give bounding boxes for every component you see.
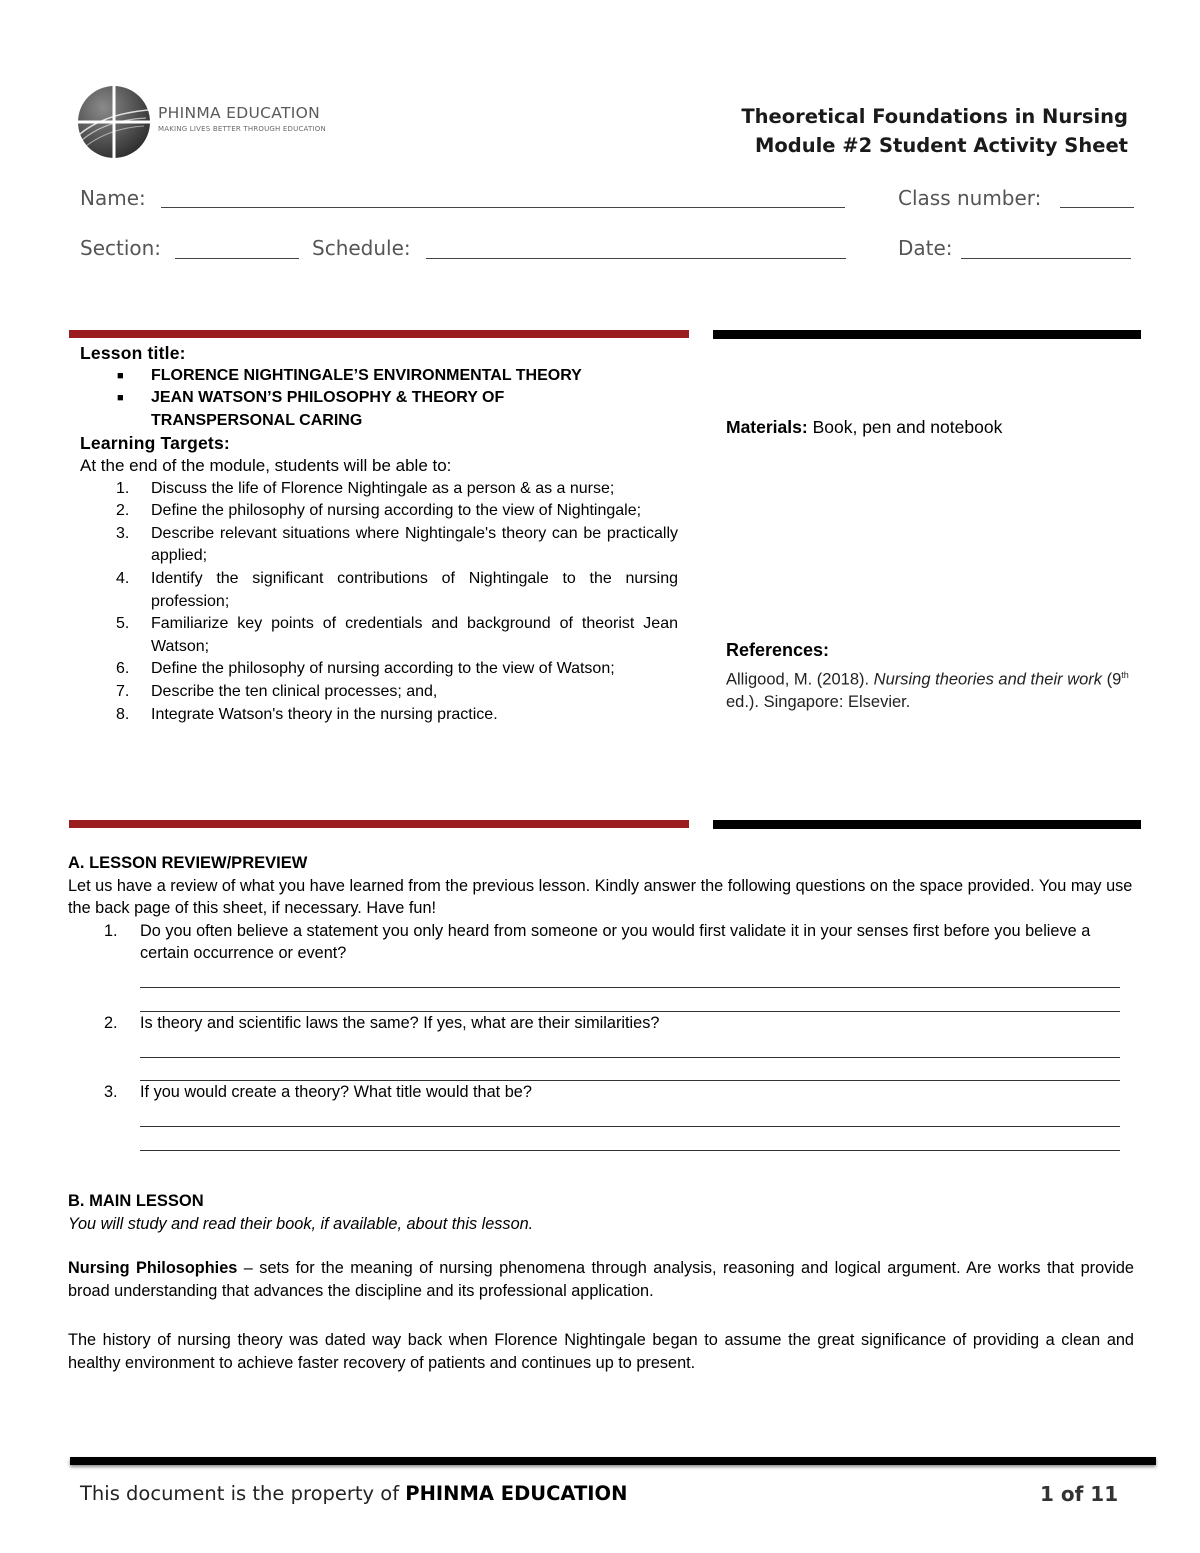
answer-line[interactable] — [140, 988, 1120, 1012]
list-item: 6. Define the philosophy of nursing according to the view of Watson; — [116, 660, 615, 678]
schedule-field[interactable] — [426, 258, 846, 259]
materials-value: Book, pen and notebook — [812, 417, 1003, 437]
date-label: Date: — [898, 236, 953, 260]
logo-tagline: MAKING LIVES BETTER THROUGH EDUCATION — [158, 125, 326, 133]
list-item: 3. Describe relevant situations where Nightingale's theory can be practically applied; — [116, 524, 678, 565]
materials-label: Materials: — [726, 417, 808, 437]
list-item: 5. Familiarize key points of credentials and background of theorist Jean Watson; — [116, 615, 678, 655]
bullet-icon: ■ — [117, 392, 124, 405]
learning-targets-intro: At the end of the module, students will be able to: — [80, 455, 452, 475]
answer-line[interactable] — [140, 1058, 1120, 1082]
section-b-instruction: You will study and read their book, if available, about this lesson. — [68, 1214, 534, 1233]
reference-entry: Alligood, M. (2018). Nursing theories and their work (9th ed.). Singapore: Elsevier. — [726, 670, 1129, 712]
section-b-heading: B. MAIN LESSON — [68, 1192, 204, 1210]
list-item: 1. Discuss the life of Florence Nightingale as a person & as a nurse; — [116, 479, 615, 497]
materials-top-bar — [713, 330, 1141, 339]
references-heading: References: — [726, 640, 830, 660]
learning-targets-heading: Learning Targets: — [80, 433, 230, 454]
question-item: 3. If you would create a theory? What title would that be? — [104, 1083, 532, 1101]
list-item: 2. Define the philosophy of nursing according to the view of Nightingale; — [116, 502, 642, 520]
main-lesson-section — [68, 1190, 1134, 1374]
class-number-label: Class number: — [898, 186, 1042, 210]
answer-line[interactable] — [140, 1104, 1120, 1128]
course-title: Theoretical Foundations in Nursing — [741, 105, 1128, 128]
name-label: Name: — [80, 186, 146, 210]
answer-line[interactable] — [140, 1034, 1120, 1058]
history-paragraph: The history of nursing theory was dated way back when Florence Nightingale began to assume the great significance of providing a clean and healthy environment to achieve faster recovery of patients and continues up to present. — [68, 1331, 1134, 1372]
footer-owner: PHINMA EDUCATION — [405, 1482, 628, 1505]
lesson-title-item: ■ FLORENCE NIGHTINGALE’S ENVIRONMENTAL THEORY — [80, 365, 611, 388]
logo-globe-icon — [74, 84, 154, 160]
page-number: 1 of 11 — [1040, 1482, 1119, 1506]
section-field[interactable] — [175, 258, 299, 259]
term-nursing-philosophies: Nursing Philosophies — [68, 1259, 238, 1277]
materials-bottom-bar — [713, 820, 1141, 829]
materials — [726, 417, 1002, 438]
list-item: 8. Integrate Watson's theory in the nursing practice. — [116, 705, 498, 723]
bullet-icon: ■ — [117, 369, 124, 382]
class-number-field[interactable] — [1060, 207, 1134, 208]
lesson-info — [80, 342, 680, 726]
logo-name: PHINMA EDUCATION — [158, 104, 321, 122]
lesson-bottom-bar — [69, 820, 689, 828]
question-item: 2. Is theory and scientific laws the same? If yes, what are their similarities? — [104, 1013, 660, 1032]
section-a-heading: A. LESSON REVIEW/PREVIEW — [68, 854, 308, 872]
phinma-logo — [74, 84, 334, 160]
list-item: 7. Describe the ten clinical processes; and, — [116, 682, 438, 700]
date-field[interactable] — [961, 258, 1131, 259]
answer-line[interactable] — [140, 965, 1120, 989]
lesson-review-section — [68, 852, 1134, 1151]
lesson-title-heading: Lesson title: — [80, 343, 186, 363]
section-label: Section: — [80, 236, 162, 260]
learning-targets-list — [80, 478, 680, 727]
footer-bar — [70, 1457, 1156, 1465]
module-title: Module #2 Student Activity Sheet — [754, 134, 1128, 157]
reference-book-title: Nursing theories and their work — [873, 670, 1103, 689]
question-item: 1. Do you often believe a statement you only heard from someone or you would first validate it in your senses first before you believe a certain occurrence or event? — [104, 921, 1091, 962]
nursing-philosophies-paragraph: Nursing Philosophies – sets for the meaning of nursing phenomena through analysis, reasoning and logical argument. Are works that provide broad understanding that advances the discipline and its professional application. — [68, 1259, 1134, 1300]
section-a-intro: Let us have a review of what you have learned from the previous lesson. Kindly answer the following questions on the space provided. You may use the back page of this sheet, if necessary. Have fun! — [68, 876, 1133, 917]
footer-property: This document is the property of PHINMA EDUCATION — [80, 1482, 628, 1505]
lesson-title-item: ■ JEAN WATSON’S PHILOSOPHY & THEORY OF TRANSPERSONAL CARING — [117, 389, 505, 429]
name-field[interactable] — [161, 207, 845, 208]
lesson-top-bar — [69, 330, 689, 338]
document-title — [741, 102, 1128, 160]
list-item: 4. Identify the significant contributions of Nightingale to the nursing profession; — [116, 569, 678, 610]
schedule-label: Schedule: — [312, 236, 411, 260]
answer-line[interactable] — [140, 1127, 1120, 1151]
